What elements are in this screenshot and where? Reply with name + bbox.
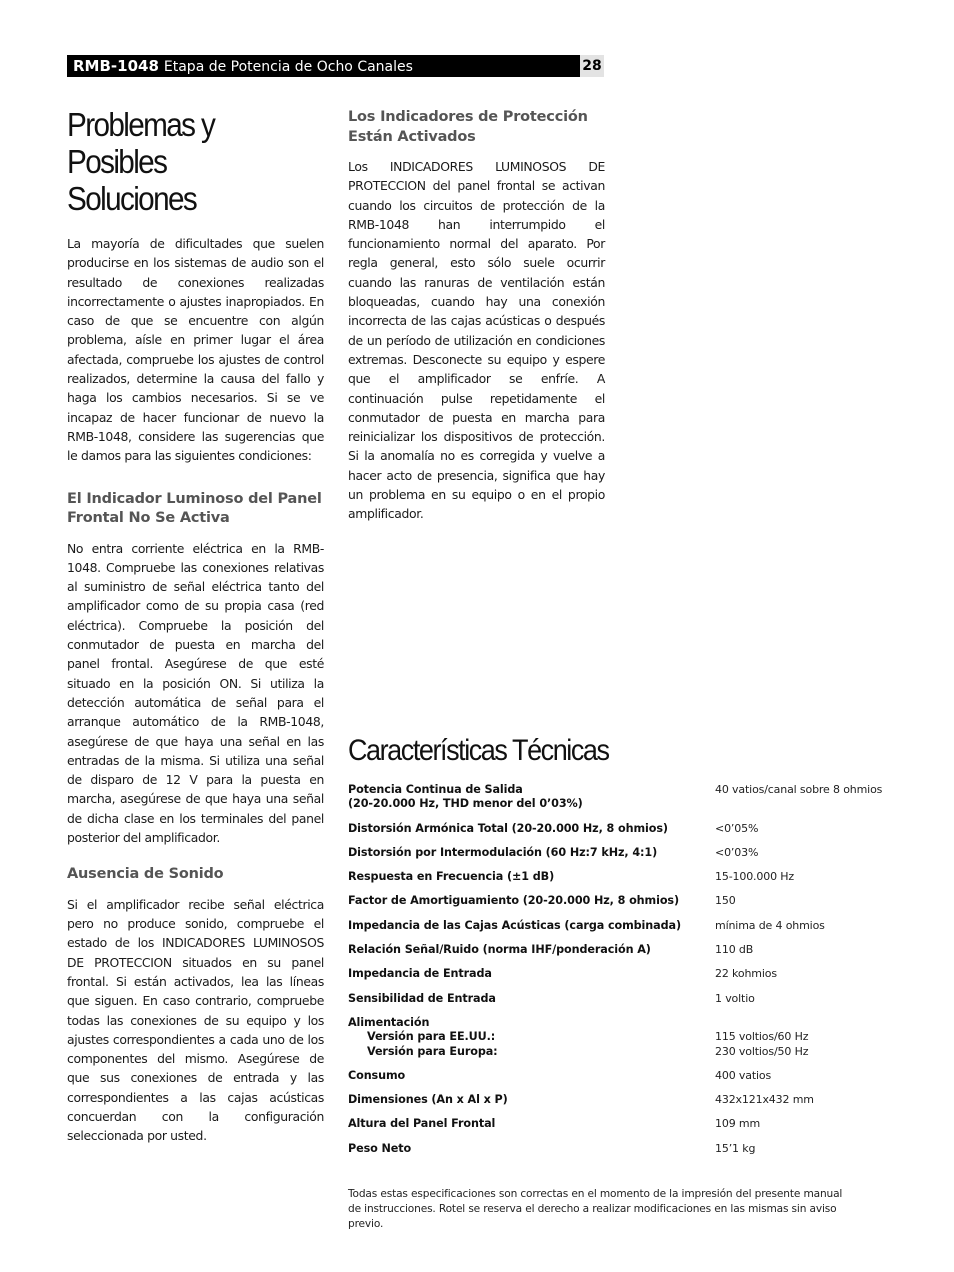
- spec-value-usa: 115 voltios/60 Hz: [715, 1030, 809, 1044]
- intro-paragraph: La mayoría de dificultades que suelen producirse en los sistemas de audio son el resultado de conexiones realizadas incorrectamente o ajustes inapropiados. En caso de que se encuentre con algún problema, aísle en primer lugar el área afectada, compruebe los ajustes de control realizados, determine la causa del fallo y haga los cambios necesarios. Si se ve incapaz de hacer funcionar de nuevo la RMB-1048, considere las sugerencias que le damos para las siguientes condiciones:: [67, 236, 324, 464]
- header-model: RMB-1048: [73, 57, 159, 75]
- spec-label: Impedancia de las Cajas Acústicas (carga combinada): [348, 918, 681, 932]
- spec-value: 150: [715, 894, 736, 908]
- header-subtitle: Etapa de Potencia de Ocho Canales: [163, 59, 413, 75]
- no-sound-paragraph: Si el amplificador recibe señal eléctrica pero no produce sonido, compruebe el estado de los INDICADORES LUMINOSOS DE PROTECCION situados en su panel frontal. Si están activados, lea las líneas que siguen. En caso contrario, compruebe todas las conexiones de su equipo y los ajustes correspondientes a cada uno de los componentes del mismo. Asegúrese de que sus conexiones de entrada y las correspondientes a las cajas acústicas concuerdan con la configuración seleccionada por usted.: [67, 896, 324, 1144]
- spec-value: 109 mm: [715, 1117, 761, 1131]
- front-indicator-paragraph: No entra corriente eléctrica en la RMB-1048. Compruebe las conexiones relativas al suministro de señal eléctrica tanto del amplificador como de su propia casa (red eléctrica). Compruebe la posición del conmutador de puesta en marcha del panel frontal. Asegúrese de que esté situado en la posición ON. Si utiliza la detección automática de señal para el arranque automático de la RMB-1048, asegúrese de que haya una señal en las entradas de la misma. Si utiliza una señal de disparo de 12 V para la puesta en marcha, asegúrese de que haya una señal de dicha clase en los terminales del panel posterior del amplificador.: [67, 540, 324, 846]
- spec-value: 432x121x432 mm: [715, 1093, 814, 1107]
- spec-label: Respuesta en Frecuencia (±1 dB): [348, 870, 555, 884]
- spec-label-line: (20-20.000 Hz, THD menor del 0’03%): [348, 797, 583, 811]
- spec-label: [348, 783, 703, 812]
- spec-value: mínima de 4 ohmios: [715, 918, 825, 932]
- spec-label: Sensibilidad de Entrada: [348, 991, 496, 1005]
- spec-row: [348, 783, 888, 812]
- spec-value: 400 vatios: [715, 1068, 772, 1082]
- spec-row: [348, 919, 888, 933]
- spec-value: 1 voltio: [715, 991, 755, 1005]
- spec-row: [348, 870, 888, 884]
- spec-sublabel-usa: Versión para EE.UU.:: [367, 1030, 496, 1044]
- spec-value: [715, 1030, 808, 1059]
- spec-label: Distorsión Armónica Total (20-20.000 Hz, 8 ohmios): [348, 821, 668, 835]
- spec-row: [348, 894, 888, 908]
- troubleshooting-title: [67, 106, 298, 217]
- spec-value: 40 vatios/canal sobre 8 ohmios: [715, 783, 883, 796]
- section-heading-protection: Los Indicadores de Protección Están Activados: [348, 109, 588, 145]
- section-heading-front-indicator: El Indicador Luminoso del Panel Frontal No Se Activa: [67, 490, 322, 527]
- spec-label-line: Potencia Continua de Salida: [348, 783, 523, 796]
- page-header: [67, 55, 580, 77]
- spec-row: [348, 992, 888, 1006]
- spec-value: <0’03%: [715, 845, 759, 859]
- spec-row: [348, 943, 888, 957]
- spec-row: [348, 1093, 888, 1107]
- spec-label: Impedancia de Entrada: [348, 967, 492, 981]
- left-column: [67, 106, 324, 1146]
- title-line-1: Problemas y Posibles: [67, 106, 215, 180]
- spec-label: Altura del Panel Frontal: [348, 1117, 496, 1131]
- spec-row: [348, 822, 888, 836]
- spec-label: Dimensiones (An x Al x P): [348, 1093, 508, 1107]
- spec-label: Factor de Amortiguamiento (20-20.000 Hz, 8 ohmios): [348, 894, 679, 908]
- spec-row: [348, 967, 888, 981]
- spec-value-europe: 230 voltios/50 Hz: [715, 1044, 809, 1058]
- spec-label: Peso Neto: [348, 1141, 412, 1155]
- page-number: 28: [580, 55, 604, 77]
- spec-label: Relación Señal/Ruido (norma IHF/ponderación A): [348, 943, 651, 957]
- spec-label: Distorsión por Intermodulación (60 Hz:7 kHz, 4:1): [348, 845, 658, 859]
- spec-row: [348, 1117, 888, 1131]
- protection-paragraph: Los INDICADORES LUMINOSOS DE PROTECCION del panel frontal se activan cuando los circuitos de protección de la RMB-1048 han interrumpido el funcionamiento normal del aparato. Por regla general, esto sólo suele ocurrir cuando las ranuras de ventilación están bloqueadas, cuando hay una conexión incorrecta de las cajas acústicas o después de un período de utilización en condiciones extremas. Desconecte su equipo y espere que el amplificador se enfríe. A continuación pulse repetidamente el conmutador de puesta en marcha para reinicializar los dispositivos de protección. Si la anomalía no es corregida y vuelve a hacer acto de presencia, significa que hay un problema en su equipo o en el propio amplificador.: [348, 159, 605, 522]
- spec-row: [348, 1069, 888, 1083]
- specs-footnote: Todas estas especificaciones son correctas en el momento de la impresión del presente manual de instrucciones. Rotel se reserva el derecho a realizar modificaciones en las mismas sin aviso previo.: [348, 1188, 843, 1231]
- specs-title: Características Técnicas: [348, 734, 609, 767]
- title-line-2: Soluciones: [67, 180, 197, 217]
- spec-label-line: Alimentación: [348, 1015, 430, 1029]
- spec-row: [348, 846, 888, 860]
- spec-label: [348, 1016, 703, 1059]
- spec-label: Consumo: [348, 1068, 406, 1082]
- spec-value: <0’05%: [715, 821, 759, 835]
- spec-value: 110 dB: [715, 943, 754, 957]
- spec-value: 15-100.000 Hz: [715, 870, 795, 884]
- specs-table: [348, 783, 888, 1166]
- right-column: [348, 108, 605, 524]
- spec-value: 15’1 kg: [715, 1141, 756, 1155]
- spec-row: [348, 1142, 888, 1156]
- section-heading-no-sound: Ausencia de Sonido: [67, 866, 224, 883]
- spec-sublabel-europe: Versión para Europa:: [367, 1044, 498, 1058]
- spec-row-power-supply: [348, 1016, 888, 1059]
- spec-value: 22 kohmios: [715, 967, 777, 981]
